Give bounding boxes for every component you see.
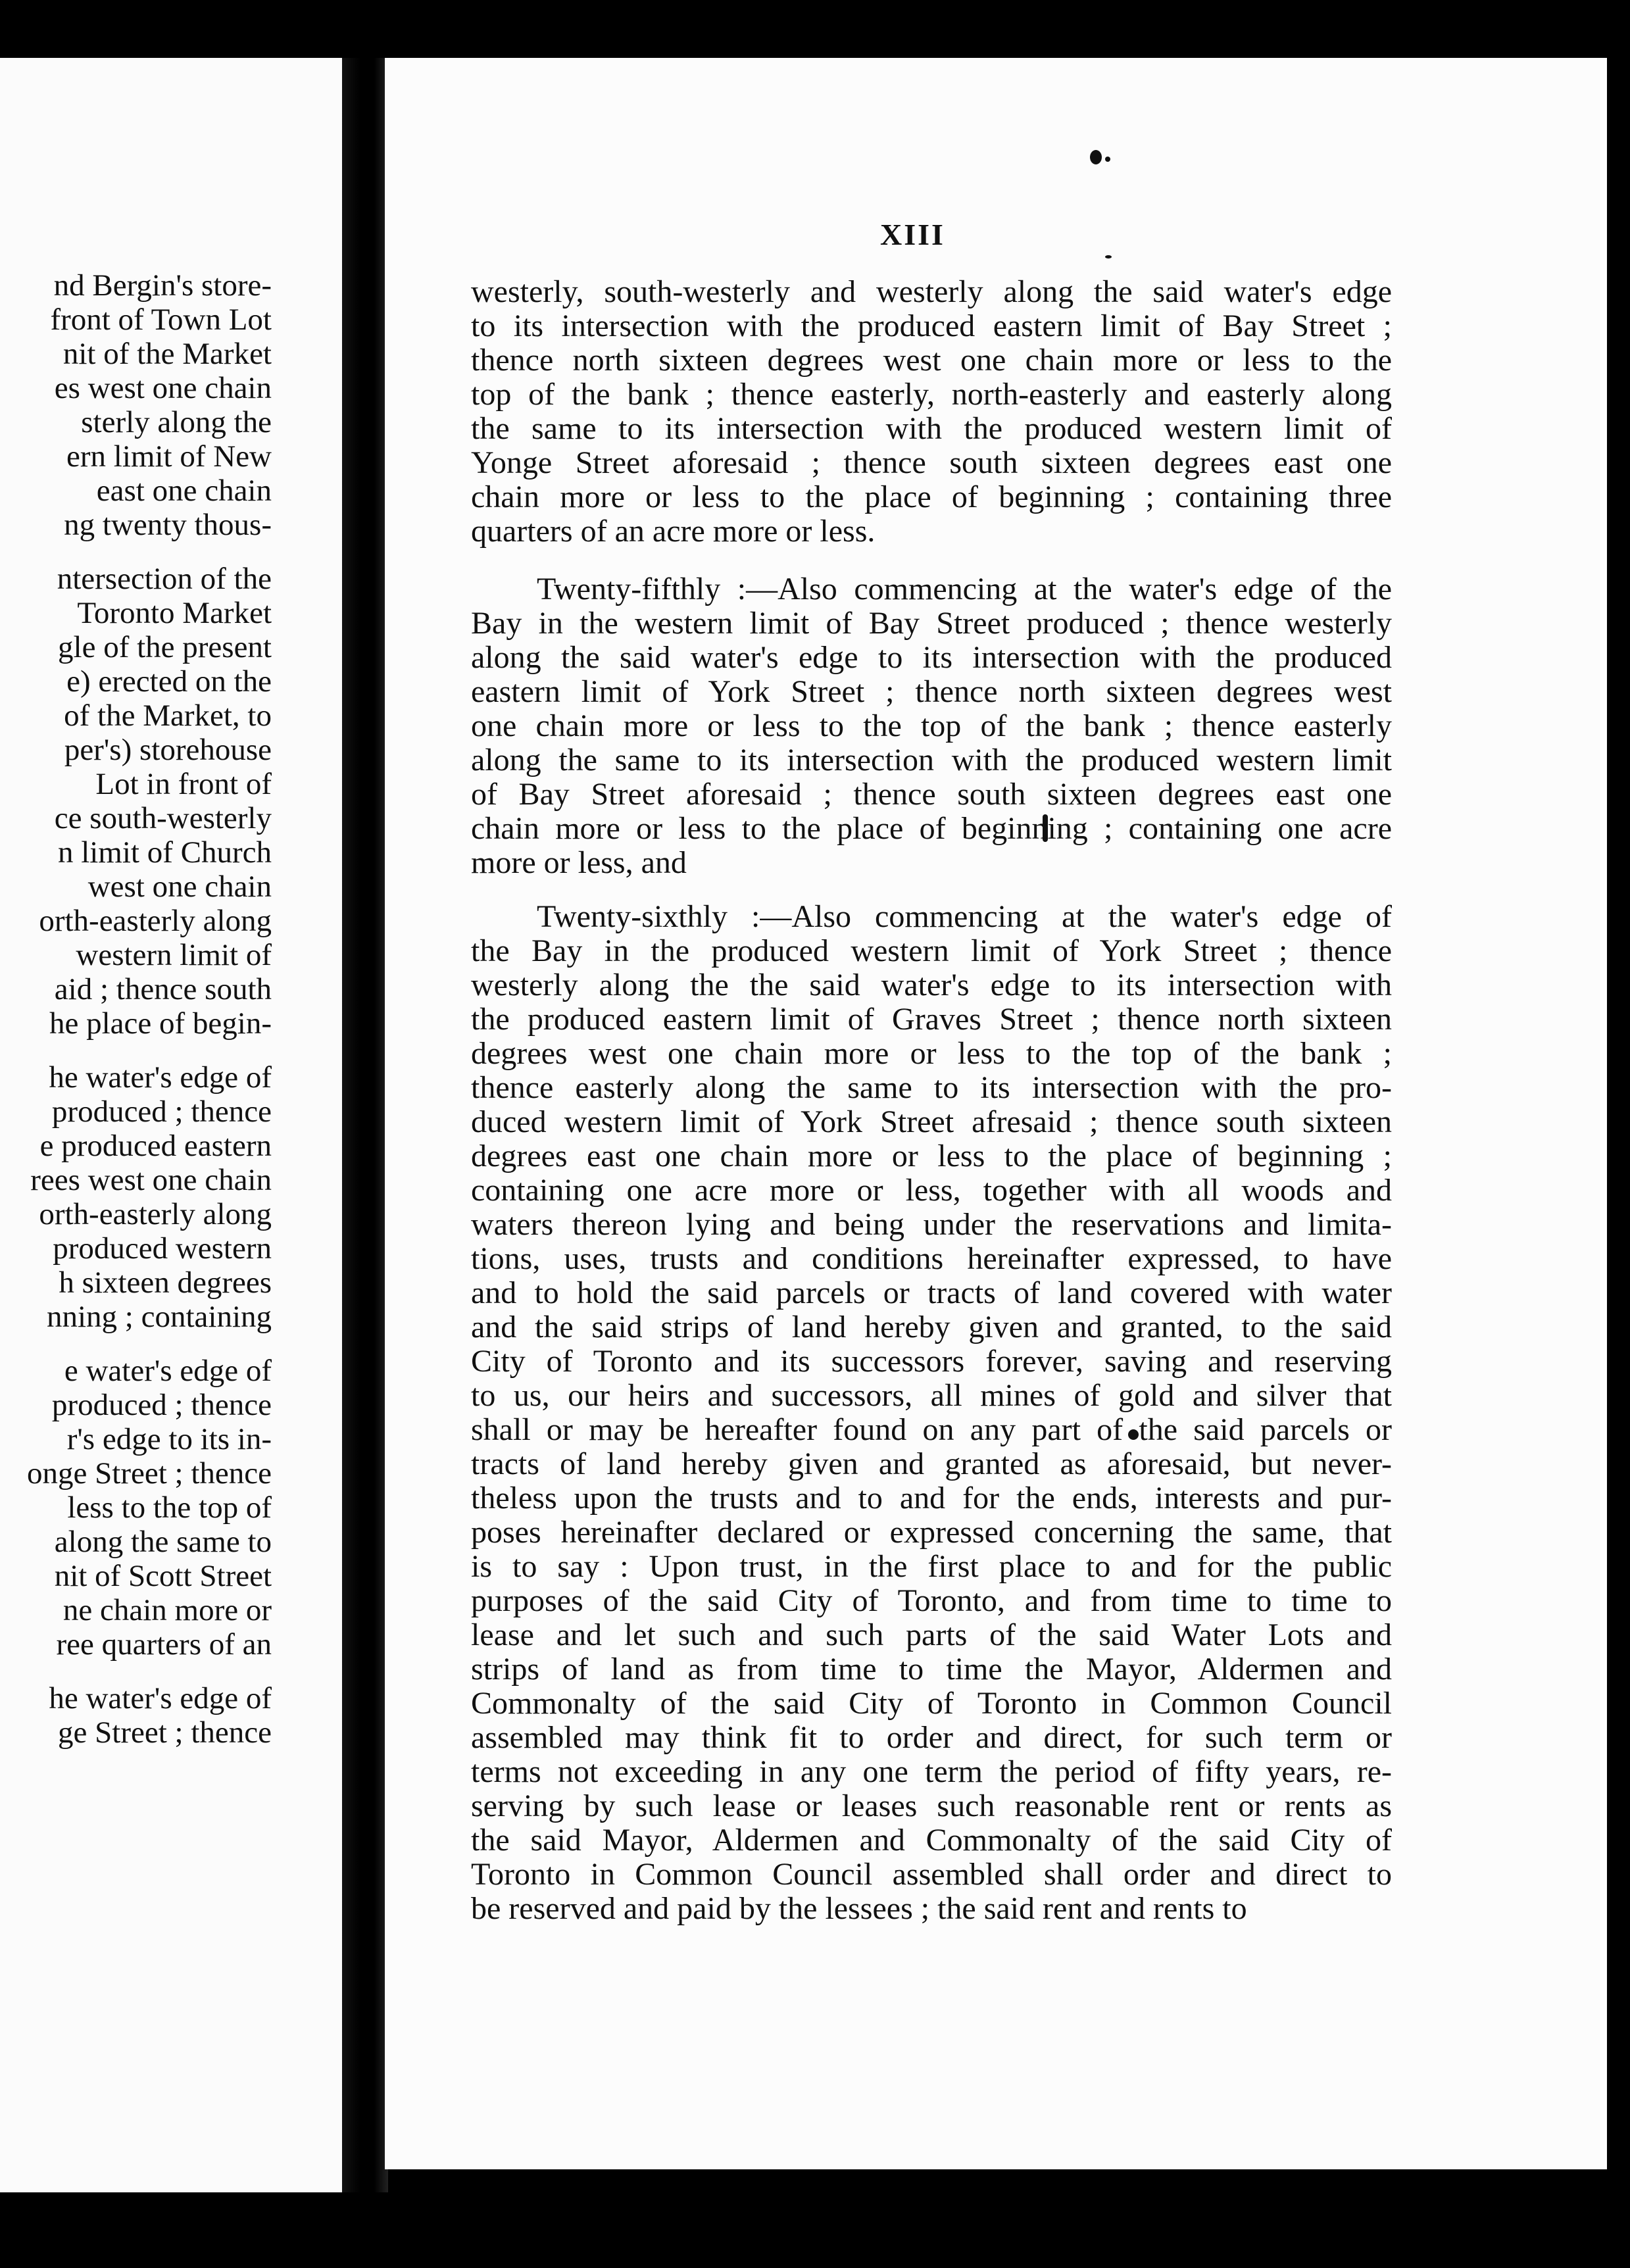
text-line: the produced eastern limit of Graves Street ; thence north sixteen (471, 1002, 1392, 1037)
text-line: chain more or less to the place of beginning ; containing one acre (471, 811, 1392, 846)
text-line: the said Mayor, Aldermen and Commonalty of the said City of (471, 1823, 1392, 1858)
text-line: theless upon the trusts and to and for the ends, interests and pur- (471, 1481, 1392, 1516)
text-line: terms not exceeding in any one term the period of fifty years, re- (471, 1754, 1392, 1789)
left-page-line: sterly along the (81, 405, 272, 439)
page-gutter (342, 58, 388, 2192)
text-line: assembled may think fit to order and direct, for such term or (471, 1720, 1392, 1755)
left-page-line: front of Town Lot (50, 303, 272, 337)
text-line: of Bay Street aforesaid ; thence south sixteen degrees east one (471, 777, 1392, 812)
text-line: top of the bank ; thence easterly, north-easterly and easterly along (471, 377, 1392, 412)
left-page-line: ce south-westerly (54, 801, 272, 835)
text-line: more or less, and (471, 845, 687, 880)
left-page-line: he water's edge of (49, 1681, 272, 1715)
left-page-line: Lot in front of (95, 767, 272, 801)
ink-speck (1105, 157, 1110, 162)
text-line: and the said strips of land hereby given and granted, to the said (471, 1310, 1392, 1344)
text-line: thence north sixteen degrees west one chain more or less to the (471, 343, 1392, 378)
left-page-line: nit of Scott Street (54, 1559, 272, 1593)
left-page-line: e) erected on the (66, 664, 272, 699)
left-page-line: onge Street ; thence (27, 1456, 272, 1491)
left-page-line: of the Market, to (64, 699, 272, 733)
text-line: Twenty-sixthly :—Also commencing at the water's edge of (537, 899, 1392, 934)
left-page-line: gle of the present (58, 630, 272, 664)
text-line: is to say : Upon trust, in the first place to and for the public (471, 1549, 1392, 1584)
left-page-line: along the same to (54, 1525, 272, 1559)
text-line: along the said water's edge to its intersection with the produced (471, 640, 1392, 675)
text-line: poses hereinafter declared or expressed concerning the same, that (471, 1515, 1392, 1550)
left-page-line: rees west one chain (30, 1163, 272, 1197)
text-line: westerly along the the said water's edge to its intersection with (471, 968, 1392, 1002)
left-page-line: produced ; thence (51, 1095, 272, 1129)
text-line: waters thereon lying and being under the reservations and limita- (471, 1207, 1392, 1242)
text-line: one chain more or less to the top of the bank ; thence easterly (471, 708, 1392, 743)
text-line: serving by such lease or leases such reasonable rent or rents as (471, 1788, 1392, 1823)
ink-speck (1105, 255, 1112, 259)
left-page-line: n limit of Church (57, 835, 272, 870)
text-line: the Bay in the produced western limit of York Street ; thence (471, 933, 1392, 968)
left-page-line: nning ; containing (46, 1300, 272, 1334)
left-page-line: western limit of (76, 938, 272, 972)
text-line: Bay in the western limit of Bay Street produced ; thence westerly (471, 606, 1392, 641)
text-line: degrees west one chain more or less to the top of the bank ; (471, 1036, 1392, 1071)
text-line: eastern limit of York Street ; thence north sixteen degrees west (471, 674, 1392, 709)
left-page-line: he water's edge of (49, 1060, 272, 1095)
text-line: tracts of land hereby given and granted as aforesaid, but never- (471, 1446, 1392, 1481)
text-line: duced western limit of York Street afresaid ; thence south sixteen (471, 1104, 1392, 1139)
text-line: City of Toronto and its successors forever, saving and reserving (471, 1344, 1392, 1379)
left-page-line: nit of the Market (62, 337, 272, 371)
text-line: chain more or less to the place of beginning ; containing three (471, 480, 1392, 514)
left-page-line: orth-easterly along (39, 904, 272, 938)
left-page-line: h sixteen degrees (59, 1266, 272, 1300)
left-page-line: ern limit of New (66, 439, 272, 474)
left-page (0, 58, 345, 2192)
text-line: along the same to its intersection with the produced western limit (471, 743, 1392, 777)
text-line: Toronto in Common Council assembled shall order and direct to (471, 1857, 1392, 1892)
left-page-line: ne chain more or (62, 1593, 272, 1627)
left-page-line: ntersection of the (57, 562, 272, 596)
text-line: Yonge Street aforesaid ; thence south sixteen degrees east one (471, 445, 1392, 480)
text-line: strips of land as from time to time the Mayor, Aldermen and (471, 1652, 1392, 1687)
paragraph-3 (471, 900, 1392, 1926)
left-page-line: e produced eastern (39, 1129, 272, 1163)
text-line: and to hold the said parcels or tracts of land covered with water (471, 1275, 1392, 1310)
text-line: degrees east one chain more or less to the place of beginning ; (471, 1139, 1392, 1173)
text-line: purposes of the said City of Toronto, and from time to time to (471, 1583, 1392, 1618)
left-page-line: he place of begin- (49, 1006, 272, 1041)
left-page-line: east one chain (96, 474, 272, 508)
left-page-line: orth-easterly along (39, 1197, 272, 1231)
left-page-line: ng twenty thous- (64, 508, 272, 542)
text-line: containing one acre more or less, together with all woods and (471, 1173, 1392, 1208)
text-line: thence easterly along the same to its intersection with the pro- (471, 1070, 1392, 1105)
left-page-line: r's edge to its in- (66, 1422, 272, 1456)
text-line: shall or may be hereafter found on any part of the said parcels or (471, 1412, 1392, 1447)
text-line: Twenty-fifthly :—Also commencing at the water's edge of the (537, 572, 1392, 606)
left-page-line: e water's edge of (64, 1354, 272, 1388)
paragraph-1 (471, 275, 1392, 549)
left-page-line: produced ; thence (51, 1388, 272, 1422)
text-line: westerly, south-westerly and westerly along the said water's edge (471, 274, 1392, 309)
page-number: XIII (880, 218, 945, 251)
text-line: to us, our heirs and successors, all mines of gold and silver that (471, 1378, 1392, 1413)
text-line: lease and let such and such parts of the said Water Lots and (471, 1617, 1392, 1652)
text-line: Commonalty of the said City of Toronto in Common Council (471, 1686, 1392, 1721)
left-page-line: aid ; thence south (54, 972, 272, 1006)
left-page-line: west one chain (87, 870, 272, 904)
left-page-line: per's) storehouse (64, 733, 272, 767)
left-page-line: produced western (53, 1231, 272, 1266)
text-line: tions, uses, trusts and conditions hereinafter expressed, to have (471, 1241, 1392, 1276)
text-line: the same to its intersection with the produced western limit of (471, 411, 1392, 446)
body-text (471, 275, 1392, 1926)
text-line: be reserved and paid by the lessees ; the said rent and rents to (471, 1891, 1247, 1926)
left-page-line: es west one chain (54, 371, 272, 405)
paragraph-2 (471, 572, 1392, 880)
left-page-line: nd Bergin's store- (53, 268, 272, 303)
left-page-line: Toronto Market (77, 596, 272, 630)
left-page-line: ge Street ; thence (58, 1715, 272, 1750)
text-line: to its intersection with the produced eastern limit of Bay Street ; (471, 308, 1392, 343)
text-line: quarters of an acre more or less. (471, 514, 876, 549)
ink-speck (1090, 150, 1102, 164)
left-page-line: less to the top of (67, 1491, 272, 1525)
left-page-line: ree quarters of an (56, 1627, 272, 1662)
